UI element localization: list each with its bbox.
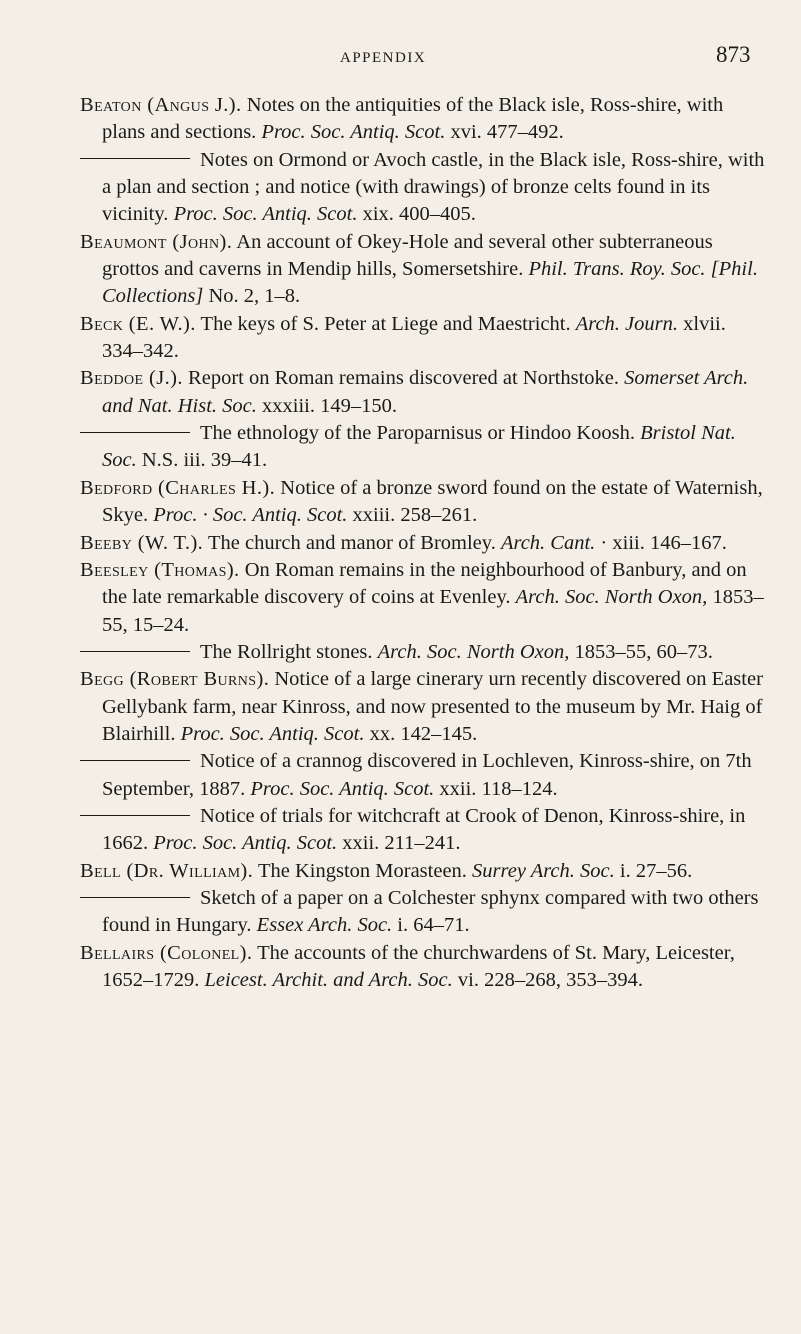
entry-author: Beeby (W. T.). [80,531,204,554]
entry-author: Beaton (Angus J.). [80,94,242,116]
entry-source: Arch. Soc. North Oxon, [377,640,570,663]
ditto-rule [80,651,190,652]
entry-title: On Roman remains in the neighbourhood of Banbury, and on the late remarkable discovery of coins at Evenley. [102,558,747,609]
entry-author: Begg (Robert Burns). [80,668,270,691]
entry-source: Proc. · Soc. Antiq. Scot. [153,504,348,527]
entry-title: Sketch of a paper on a Colchester sphynx compared with two others found in Hungary. [102,886,759,937]
entry-source: Surrey Arch. Soc. [472,859,615,882]
ditto-rule [80,760,190,761]
bibliography-list [80,92,770,994]
entry-title: The keys of S. Peter at Liege and Maestricht. [200,312,571,335]
entry-title: Notice of a crannog discovered in Lochleven, Kinross-shire, on 7th September, 1887. [102,750,752,800]
entry-reference: · xiii. 146–167. [600,531,727,554]
bibliography-entry [80,475,770,530]
entry-title: The Kingston Morasteen. [257,859,467,882]
entry-reference: 1853–55, 60–73. [574,640,713,663]
entry-source: Bristol Nat. Soc. [102,422,736,472]
bibliography-entry [80,311,770,366]
entry-reference: xix. 400–405. [362,203,476,226]
entry-reference: xxii. 211–241. [342,832,461,855]
entry-title: Notes on the antiquities of the Black isle, Ross-shire, with plans and sections. [102,94,724,144]
entry-title: An account of Okey-Hole and several other subterraneous grottos and caverns in Mendip hills, Somersetshire. [102,230,713,281]
bibliography-entry [80,229,770,311]
entry-title: Notice of a large cinerary urn recently discovered on Easter Gellybank farm, near Kinross, and now presented to the museum by Mr. Haig of Blairhill. [102,668,763,745]
entry-author: Bellairs (Colonel). [80,941,253,964]
entry-reference: xxxiii. 149–150. [262,394,397,417]
entry-source: Proc. Soc. Antiq. Scot. [261,121,446,144]
bibliography-entry [80,530,770,557]
entry-source: Leicest. Archit. and Arch. Soc. [204,969,453,991]
entry-source: Essex Arch. Soc. [256,914,393,937]
entry-source: Proc. Soc. Antiq. Scot. [180,722,365,745]
entry-title: Notice of a bronze sword found on the estate of Waternish, Skye. [102,476,763,527]
entry-source: Proc. Soc. Antiq. Scot. [250,777,435,800]
bibliography-entry [80,940,770,995]
entry-source: Proc. Soc. Antiq. Scot. [153,832,338,855]
entry-title: The accounts of the churchwardens of St. Mary, Leicester, 1652–1729. [102,941,735,991]
entry-source: Arch. Journ. [575,312,678,335]
bibliography-entry [80,557,770,639]
entry-source: Arch. Cant. [500,531,596,554]
entry-title: The Rollright stones. [200,640,373,663]
entry-title: The church and manor of Bromley. [207,531,496,554]
bibliography-entry [80,858,770,885]
entry-reference: xxii. 118–124. [439,777,558,800]
running-head: APPENDIX [340,50,427,66]
entry-title: The ethnology of the Paroparnisus or Hindoo Koosh. [200,422,635,445]
bibliography-entry [80,147,770,229]
entry-source: Proc. Soc. Antiq. Scot. [173,203,358,226]
entry-reference: xlvii. 334–342. [102,312,726,363]
entry-author: Bedford (Charles H.). [80,476,276,499]
bibliography-entry [80,666,770,748]
entry-reference: i. 27–56. [619,859,693,882]
entry-reference: No. 2, 1–8. [208,285,301,308]
bibliography-entry [80,803,770,858]
entry-source: Arch. Soc. North Oxon, [515,586,708,609]
entry-source: Phil. Trans. Roy. Soc. [Phil. Collections] [102,258,758,308]
page-header [0,42,801,80]
entry-author: Bell (Dr. William). [80,859,254,882]
bibliography-entry [80,420,770,475]
ditto-rule [80,158,190,159]
entry-author: Beddoe (J.). [80,367,183,390]
entry-reference: xxiii. 258–261. [352,504,478,527]
entry-author: Beaumont (John). [80,230,233,253]
entry-title: Report on Roman remains discovered at Northstoke. [188,367,620,390]
bibliography-entry [80,92,770,147]
ditto-rule [80,432,190,433]
entry-reference: N.S. iii. 39–41. [141,449,268,472]
entry-reference: xvi. 477–492. [450,121,564,144]
entry-reference: i. 64–71. [397,914,470,937]
entry-reference: 1853–55, 15–24. [102,586,764,636]
entry-reference: xx. 142–145. [369,722,478,745]
bibliography-entry [80,365,770,420]
entry-author: Beck (E. W.). [80,312,196,335]
entry-author: Beesley (Thomas). [80,558,240,581]
entry-title: Notice of trials for witchcraft at Crook of Denon, Kinross-shire, in 1662. [102,804,746,855]
entry-source: Somerset Arch. and Nat. Hist. Soc. [102,367,749,417]
entry-title: Notes on Ormond or Avoch castle, in the Black isle, Ross-shire, with a plan and section ; and notice (with drawings) of bronze celts found in its vicinity. [102,148,765,226]
ditto-rule [80,897,190,898]
entry-reference: vi. 228–268, 353–394. [457,969,643,991]
ditto-rule [80,815,190,816]
page-number: 873 [716,42,751,67]
bibliography-entry [80,885,770,940]
bibliography-entry [80,748,770,803]
bibliography-entry [80,639,770,666]
